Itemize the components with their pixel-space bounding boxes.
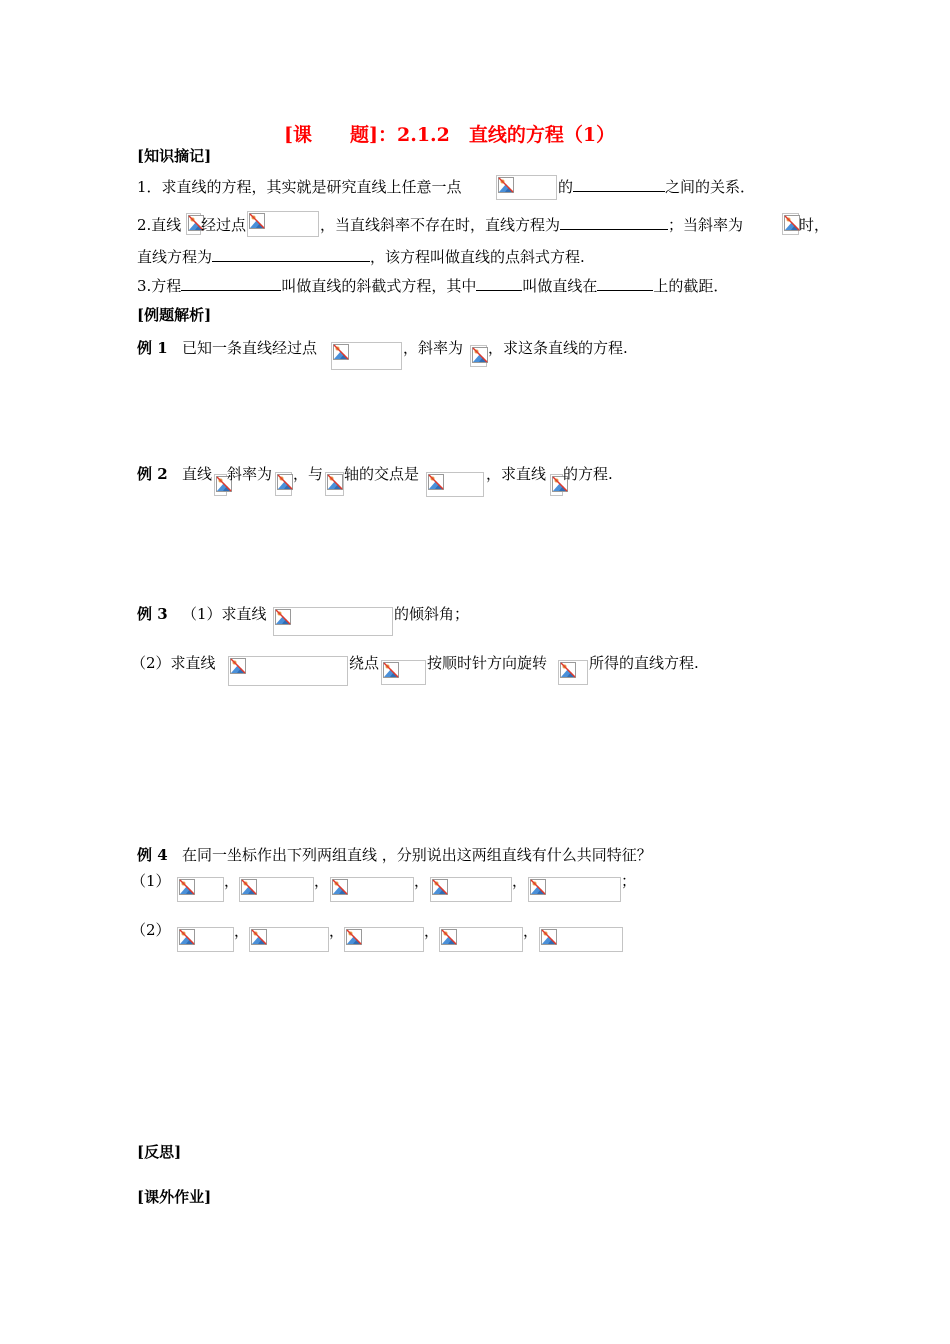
- example-1-b: ，斜率为: [403, 339, 464, 357]
- broken-image-icon: [247, 211, 319, 237]
- section-homework: [课外作业]: [137, 1188, 212, 1206]
- fill-blank: [212, 247, 370, 262]
- broken-image-icon: [439, 927, 523, 952]
- page-title: [课 题]：2.1.2 直线的方程（1）: [284, 124, 616, 146]
- broken-image-icon: [249, 927, 329, 952]
- broken-image-icon: [539, 927, 623, 952]
- broken-image-icon: [470, 345, 487, 367]
- separator: ，: [329, 922, 345, 940]
- knowledge-line-2e: [799, 215, 829, 235]
- knowledge-line-2a: [137, 215, 181, 235]
- broken-image-icon: [186, 213, 201, 235]
- picture-icon: [275, 609, 291, 625]
- picture-icon: [241, 879, 257, 895]
- example-2-b: 斜率为: [227, 465, 273, 483]
- broken-image-icon: [782, 213, 799, 235]
- broken-image-icon: [331, 342, 402, 370]
- example-3-label: 例 3: [137, 605, 168, 623]
- knowledge-4c: 叫做直线在: [522, 277, 598, 295]
- example-3-p2a: （2）求直线: [131, 654, 216, 672]
- picture-icon: [251, 929, 267, 945]
- example-2-d: 轴的交点是: [344, 465, 420, 483]
- section-reflection: [反思]: [137, 1143, 182, 1161]
- broken-image-icon: [214, 474, 227, 496]
- example-3-p2c: 按顺时针方向旋转: [427, 654, 548, 672]
- example-3-p1b: 的倾斜角；: [394, 605, 470, 623]
- broken-image-icon: [344, 927, 424, 952]
- picture-icon: [383, 662, 399, 678]
- knowledge-2e: 时，: [799, 216, 830, 234]
- picture-icon: [472, 347, 488, 363]
- example-4-group-1-label: （1）: [131, 872, 171, 890]
- picture-icon: [332, 879, 348, 895]
- fill-blank: [573, 177, 665, 192]
- fill-blank: [597, 276, 653, 291]
- separator: ，: [523, 922, 539, 940]
- knowledge-1a: 1．求直线的方程，其实就是研究直线上任意一点: [137, 178, 462, 196]
- broken-image-icon: [275, 472, 292, 496]
- example-3-p2b: 绕点: [349, 654, 380, 672]
- example-1-label: 例 1: [137, 339, 168, 357]
- broken-image-icon: [426, 472, 484, 497]
- picture-icon: [179, 879, 195, 895]
- broken-image-icon: [273, 607, 393, 636]
- example-2-e: ，求直线: [486, 465, 547, 483]
- knowledge-line-4: [137, 276, 728, 296]
- example-2-label: 例 2: [137, 465, 168, 483]
- broken-image-icon: [177, 877, 224, 902]
- separator: ，: [512, 872, 528, 890]
- broken-image-icon: [325, 472, 344, 496]
- fill-blank: [476, 276, 522, 291]
- knowledge-4a: 3.方程: [137, 277, 182, 295]
- picture-icon: [541, 929, 557, 945]
- picture-icon: [249, 213, 265, 229]
- example-3-p2d: 所得的直线方程.: [589, 654, 699, 672]
- example-2-a: 直线: [182, 465, 213, 483]
- example-2-c: ，与: [293, 465, 324, 483]
- picture-icon: [498, 177, 514, 193]
- terminator: ；: [621, 872, 637, 890]
- knowledge-2b: 经过点: [201, 216, 247, 234]
- picture-icon: [346, 929, 362, 945]
- broken-image-icon: [528, 877, 621, 902]
- picture-icon: [560, 662, 576, 678]
- knowledge-1b: 的: [558, 178, 574, 196]
- knowledge-3b: ，该方程叫做直线的点斜式方程.: [370, 248, 585, 266]
- example-3-p1a: （1）求直线: [182, 605, 267, 623]
- picture-icon: [230, 658, 246, 674]
- knowledge-4b: 叫做直线的斜截式方程，其中: [281, 277, 477, 295]
- picture-icon: [179, 929, 195, 945]
- picture-icon: [432, 879, 448, 895]
- broken-image-icon: [381, 660, 426, 685]
- picture-icon: [277, 474, 293, 490]
- knowledge-line-3: [137, 247, 585, 267]
- example-4-group-2-label: （2）: [131, 921, 171, 939]
- picture-icon: [441, 929, 457, 945]
- fill-blank: [181, 276, 281, 291]
- picture-icon: [428, 474, 444, 490]
- section-examples: [例题解析]: [137, 306, 212, 324]
- section-knowledge: [知识摘记]: [137, 147, 212, 165]
- example-1-c: ，求这条直线的方程.: [488, 339, 628, 357]
- knowledge-line-2c: [320, 215, 743, 235]
- separator: ，: [234, 922, 250, 940]
- knowledge-line-1b: [558, 177, 755, 197]
- example-4-label: 例 4: [137, 846, 168, 864]
- separator: ，: [424, 922, 440, 940]
- knowledge-2d: ；当斜率为: [668, 216, 744, 234]
- knowledge-line-2b: [201, 215, 246, 235]
- example-2-f: 的方程.: [563, 465, 613, 483]
- knowledge-line-1: [137, 177, 462, 197]
- picture-icon: [333, 344, 349, 360]
- knowledge-3a: 直线方程为: [137, 248, 213, 266]
- knowledge-1c: 之间的关系．: [665, 178, 756, 196]
- separator: ，: [314, 872, 330, 890]
- example-4-text: 在同一坐标作出下列两组直线 ，分别说出这两组直线有什么共同特征？: [182, 846, 652, 864]
- knowledge-2c: ，当直线斜率不存在时，直线方程为: [320, 216, 561, 234]
- knowledge-4d: 上的截距．: [653, 277, 729, 295]
- separator: ，: [414, 872, 430, 890]
- broken-image-icon: [239, 877, 314, 902]
- broken-image-icon: [430, 877, 512, 902]
- example-1-a: 已知一条直线经过点: [182, 339, 318, 357]
- broken-image-icon: [177, 927, 234, 952]
- broken-image-icon: [330, 877, 414, 902]
- picture-icon: [327, 474, 343, 490]
- picture-icon: [530, 879, 546, 895]
- broken-image-icon: [228, 656, 348, 686]
- knowledge-2a: 2.直线: [137, 216, 182, 234]
- fill-blank: [560, 215, 668, 230]
- broken-image-icon: [496, 175, 557, 200]
- picture-icon: [784, 215, 800, 231]
- broken-image-icon: [558, 660, 588, 685]
- separator: ，: [224, 872, 240, 890]
- broken-image-icon: [550, 474, 563, 496]
